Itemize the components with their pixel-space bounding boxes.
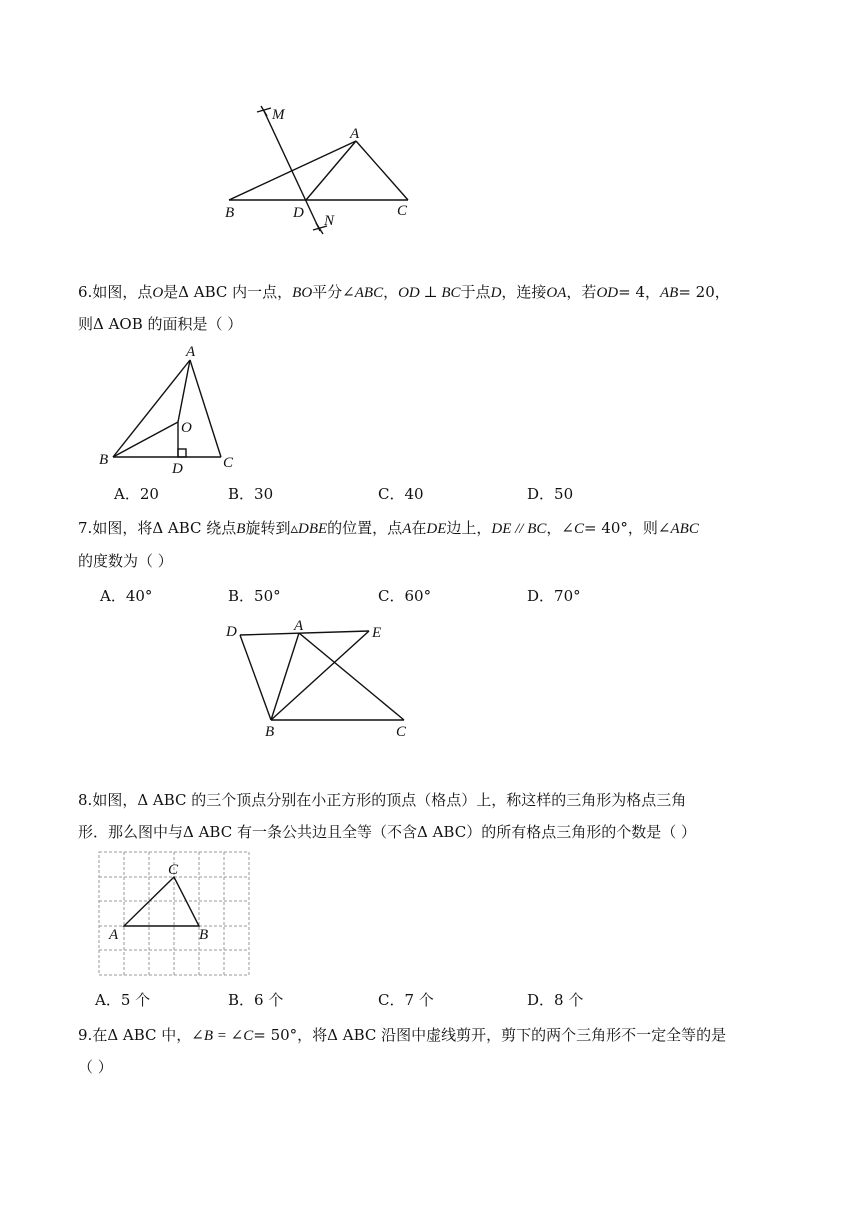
q7-option-c: C．60° [378, 587, 432, 605]
label-d: D [172, 461, 183, 477]
label-a: A [294, 618, 304, 634]
label-a: A [186, 344, 196, 360]
q9-line2: （ ） [78, 1058, 113, 1076]
q7-option-d: D．70° [527, 587, 581, 605]
q8-option-d: D．8 个 [527, 991, 584, 1009]
label-c: C [396, 724, 407, 740]
q6-line2: 则Δ AOB 的面积是（ ） [78, 315, 243, 333]
label-a: A [350, 126, 360, 142]
q8-option-a: A．5 个 [95, 991, 151, 1009]
q6-option-a: A．20 [114, 485, 159, 503]
label-e: E [372, 625, 382, 641]
label-c: C [397, 203, 408, 219]
label-a: A [109, 927, 119, 943]
q7-line2: 的度数为（ ） [78, 552, 173, 570]
q7-option-a: A．40° [100, 587, 153, 605]
q8-option-c: C．7 个 [378, 991, 434, 1009]
label-b: B [225, 205, 235, 221]
label-o: O [181, 420, 192, 436]
q6-option-c: C．40 [378, 485, 424, 503]
label-b: B [99, 452, 109, 468]
q8-option-b: B．6 个 [228, 991, 284, 1009]
q8-line1: 8.如图，Δ ABC 的三个顶点分别在小正方形的顶点（格点）上，称这样的三角形为格点三角 [78, 791, 687, 809]
label-d: D [293, 205, 304, 221]
label-d: D [226, 624, 237, 640]
q8-line2: 形．那么图中与Δ ABC 有一条公共边且全等（不含Δ ABC）的所有格点三角形的个数是（ ） [78, 823, 696, 841]
label-b: B [265, 724, 275, 740]
q9-line1: 9.在Δ ABC 中，∠B = ∠C= 50°，将Δ ABC 沿图中虚线剪开，剪下的两个三角形不一定全等的是 [78, 1026, 727, 1044]
q7-option-b: B．50° [228, 587, 281, 605]
q6-line1: 6.如图，点O是Δ ABC 内一点，BO平分∠ABC，OD ⊥ BC于点D，连接OA，若OD= 4，AB= 20， [78, 283, 730, 301]
label-b: B [199, 927, 209, 943]
q6-option-d: D．50 [527, 485, 574, 503]
label-c: C [223, 455, 234, 471]
q6-option-b: B．30 [228, 485, 274, 503]
label-n: N [324, 213, 335, 229]
label-m: M [272, 107, 285, 123]
label-c: C [168, 862, 179, 878]
q7-line1: 7.如图，将Δ ABC 绕点B旋转到▵DBE的位置，点A在DE边上，DE // BC，∠C= 40°，则∠ABC [78, 519, 699, 537]
